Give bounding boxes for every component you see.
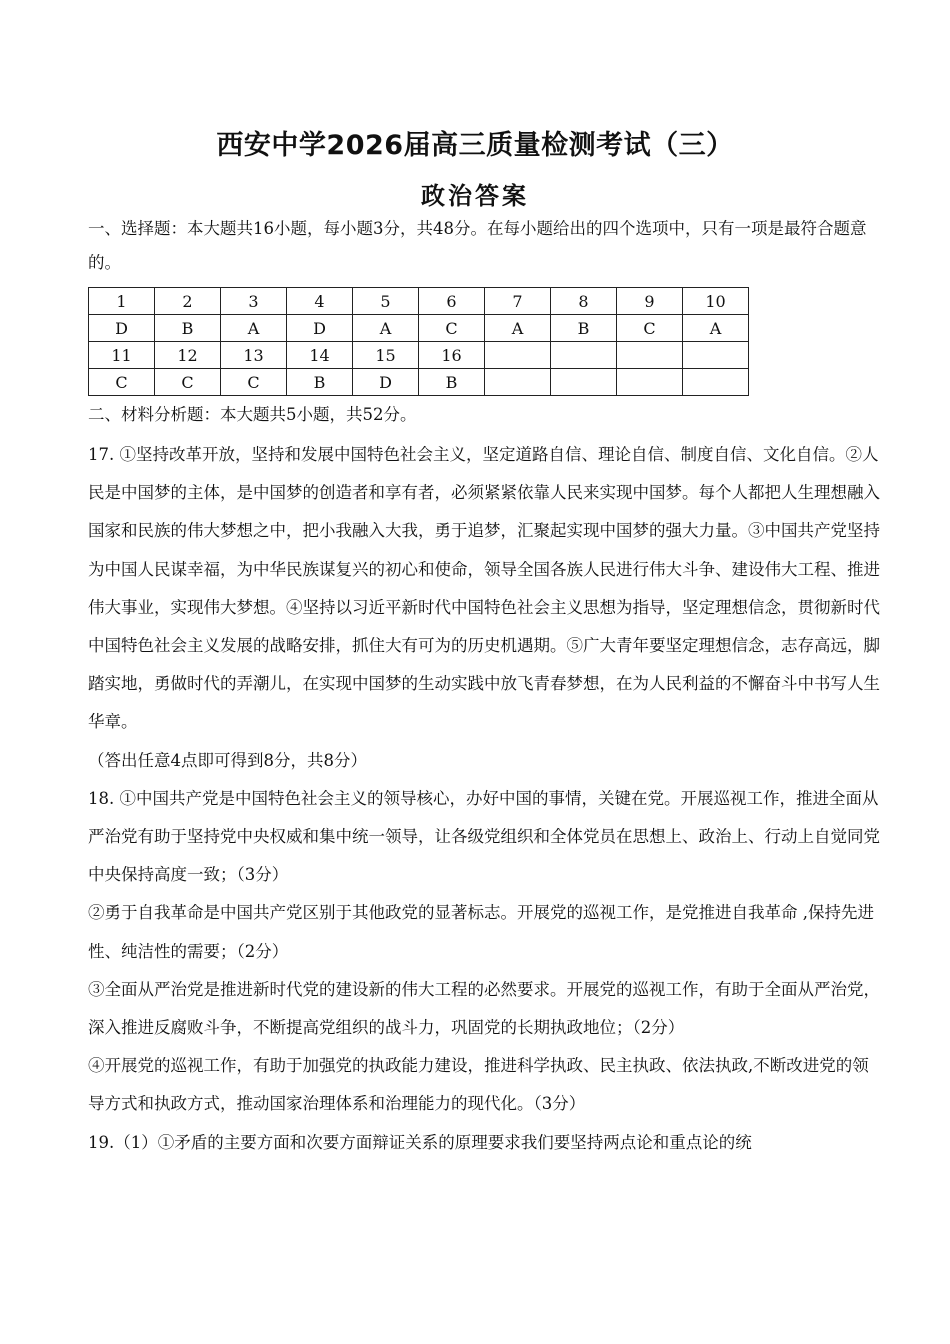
answer-table-cell: 8: [551, 288, 617, 315]
answer-table-cell: A: [485, 315, 551, 342]
answer-table-cell: C: [155, 369, 221, 396]
answer-table-cell: C: [221, 369, 287, 396]
section1-intro: 一、选择题：本大题共16小题，每小题3分，共48分。在每小题给出的四个选项中，只有一项是最符合题意的。: [88, 219, 867, 272]
answer-table-row: [89, 315, 749, 342]
answer-table-cell: 1: [89, 288, 155, 315]
answer-table-cell: C: [89, 369, 155, 396]
answer-table-cell: D: [89, 315, 155, 342]
q18-point-2: ②勇于自我革命是中国共产党区别于其他政党的显著标志。开展党的巡视工作，是党推进自我革命 ,保持先进性、纯洁性的需要；（2分）: [88, 903, 874, 961]
answer-table-cell: 15: [353, 342, 419, 369]
q19-answer: 19.（1）①矛盾的主要方面和次要方面辩证关系的原理要求我们要坚持两点论和重点论的统: [88, 1132, 752, 1152]
answer-table-cell: 16: [419, 342, 485, 369]
answer-body: [88, 436, 880, 1162]
answer-table-cell: 12: [155, 342, 221, 369]
answer-table-cell: 9: [617, 288, 683, 315]
answer-table-cell: B: [419, 369, 485, 396]
answer-table-cell: 2: [155, 288, 221, 315]
answer-table-cell: 4: [287, 288, 353, 315]
answer-table-cell: [683, 369, 749, 396]
answer-table-cell: [617, 342, 683, 369]
answer-table-cell: [485, 342, 551, 369]
answer-table-cell: [617, 369, 683, 396]
answer-table-row: [89, 288, 749, 315]
answer-table-cell: 10: [683, 288, 749, 315]
answer-table-cell: A: [683, 315, 749, 342]
answer-table-cell: 13: [221, 342, 287, 369]
answer-table-cell: 5: [353, 288, 419, 315]
answer-table-cell: B: [551, 315, 617, 342]
answer-table-cell: D: [287, 315, 353, 342]
q18-point-3: ③全面从严治党是推进新时代党的建设新的伟大工程的必然要求。开展党的巡视工作，有助于全面从严治党，深入推进反腐败斗争，不断提高党组织的战斗力，巩固党的长期执政地位；（2分）: [88, 979, 880, 1038]
answer-table-cell: [551, 342, 617, 369]
q18-point-1: 18. ①中国共产党是中国特色社会主义的领导核心，办好中国的事情，关键在党。开展巡视工作，推进全面从严治党有助于坚持党中央权威和集中统一领导，让各级党组织和全体党员在思想上、政治上、行动上自觉同党中央保持高度一致；（3分）: [88, 788, 880, 885]
answer-table-cell: A: [221, 315, 287, 342]
answer-table-cell: C: [419, 315, 485, 342]
answer-table-cell: 14: [287, 342, 353, 369]
q17-note: （答出任意4点即可得到8分，共8分）: [88, 750, 367, 770]
answer-table-row: [89, 342, 749, 369]
answer-table-cell: 7: [485, 288, 551, 315]
answer-table-cell: [551, 369, 617, 396]
answer-table-cell: B: [287, 369, 353, 396]
answer-table-cell: [485, 369, 551, 396]
section2-heading: 二、材料分析题：本大题共5小题，共52分。: [88, 405, 417, 424]
answer-table-cell: [683, 342, 749, 369]
answer-table-cell: D: [353, 369, 419, 396]
q17-answer: 17. ①坚持改革开放，坚持和发展中国特色社会主义，坚定道路自信、理论自信、制度自信、文化自信。②人民是中国梦的主体，是中国梦的创造者和享有者，必须紧紧依靠人民来实现中国梦。每个人都把人生理想融入国家和民族的伟大梦想之中，把小我融入大我，勇于追梦，汇聚起实现中国梦的强大力量。③中国共产党坚持为中国人民谋幸福，为中华民族谋复兴的初心和使命，领导全国各族人民进行伟大斗争、建设伟大工程、推进伟大事业，实现伟大梦想。④坚持以习近平新时代中国特色社会主义思想为指导，坚定理想信念，贯彻新时代中国特色社会主义发展的战略安排，抓住大有可为的历史机遇期。⑤广大青年要坚定理想信念，志存高远，脚踏实地，勇做时代的弄潮儿，在实现中国梦的生动实践中放飞青春梦想，在为人民利益的不懈奋斗中书写人生华章。: [88, 445, 880, 732]
answer-table-cell: C: [617, 315, 683, 342]
q18-point-4: ④开展党的巡视工作，有助于加强党的执政能力建设，推进科学执政、民主执政、依法执政,不断改进党的领导方式和执政方式，推动国家治理体系和治理能力的现代化。（3分）: [88, 1056, 869, 1114]
answer-table-cell: 11: [89, 342, 155, 369]
answer-table-cell: B: [155, 315, 221, 342]
answer-table-cell: 3: [221, 288, 287, 315]
answer-subtitle: 政治答案: [421, 182, 529, 210]
answer-table-cell: 6: [419, 288, 485, 315]
exam-title: 西安中学2026届高三质量检测考试（三）: [216, 130, 734, 161]
answer-table-cell: A: [353, 315, 419, 342]
answer-table: [88, 287, 749, 396]
answer-table-row: [89, 369, 749, 396]
